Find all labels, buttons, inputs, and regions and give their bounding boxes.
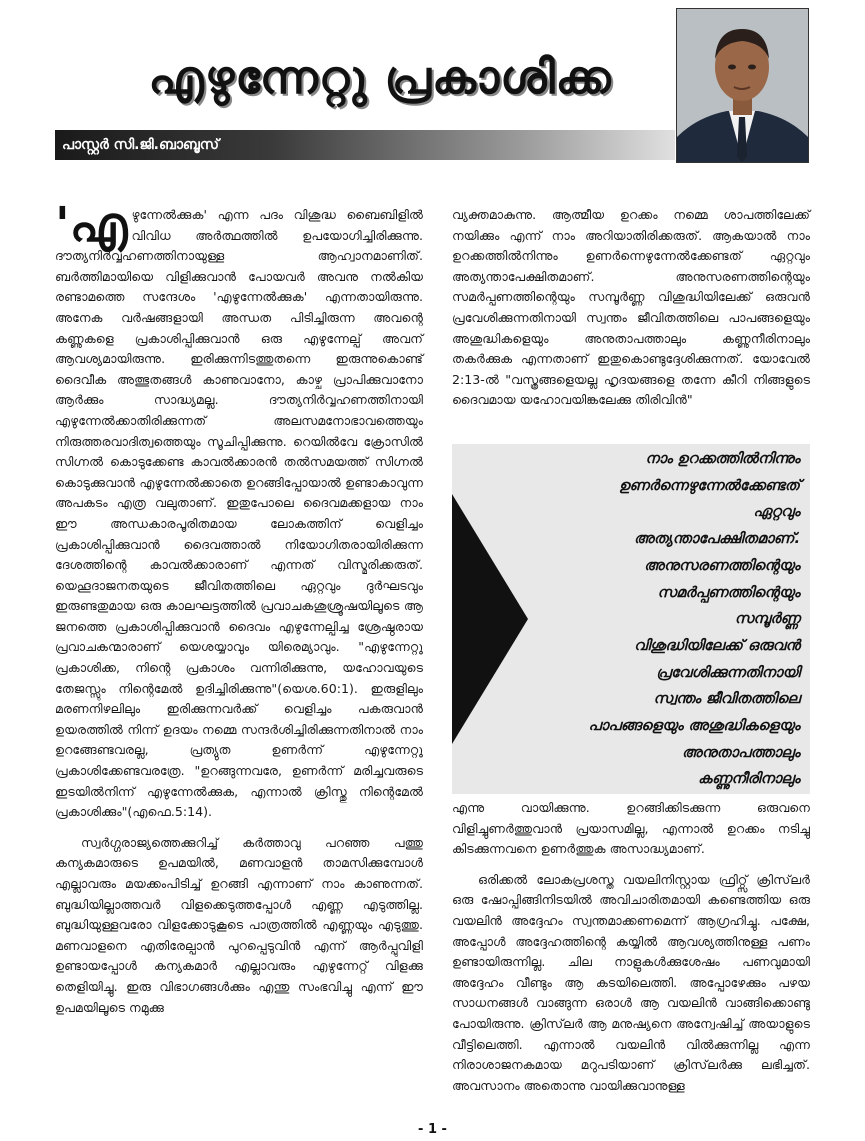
- pull-quote-line: [544, 793, 800, 794]
- pull-quote-line: അത്യന്താപേക്ഷിതമാണ്.: [634, 530, 800, 548]
- author-portrait-image: [677, 9, 808, 162]
- paragraph-right-3: ഒരിക്കൽ ലോകപ്രശസ്ത വയലിനിസ്റ്റായ ഫ്രിറ്റ്സ് ക്രിസ്‌ലർ ഒരു ഷോപ്പിങ്ങിനിടയിൽ അവിചാരിതമായി കണ്ടെത്തിയ ഒരു വയലിൻ അദ്ദേഹം സ്വന്തമാക്കണമെന്ന് ആഗ്രഹിച്ചു. പക്ഷേ, അപ്പോൾ അദ്ദേഹത്തിന്റെ കയ്യിൽ ആവശ്യത്തിനുള്ള പണം ഉണ്ടായിരുന്നില്ല. ചില നാളുകൾക്കുശേഷം പണവുമായി അദ്ദേഹം വീണ്ടും ആ കടയിലെത്തി. അപ്പോഴേക്കും പഴയ സാധനങ്ങൾ വാങ്ങുന്ന ഒരാൾ ആ വയലിൻ വാങ്ങിക്കൊണ്ടു പോയിരുന്നു. ക്രിസ്‌ലർ ആ മനുഷ്യനെ അന്വേഷിച്ച് അയാളുടെ വീട്ടിലെത്തി. എന്നാൽ വയലിൻ വിൽക്കുന്നില്ല എന്ന നിരാശാജനകമായ മറുപടിയാണ് ക്രിസ്‌ലർക്കു ലഭിച്ചത്. അവസാനം അതൊന്നു വായിക്കുവാനുള്ള: [452, 871, 810, 1093]
- right-column-lower: [452, 798, 810, 1106]
- pull-quote-line: അനുതാപത്താലും: [681, 743, 800, 761]
- pull-quote-line: സമ്പൂർണ്ണ: [734, 610, 800, 628]
- left-column: [55, 197, 423, 1028]
- right-column: [452, 205, 810, 421]
- pull-quote-line: നാം ഉറക്കത്തിൽനിന്നും: [645, 450, 800, 467]
- pull-quote-box: [452, 444, 810, 794]
- author-byline: പാസ്റ്റർ സി.ജി.ബാബൂസ്: [62, 137, 219, 153]
- article-title: എഴുന്നേറ്റു പ്രകാശിക്ക: [148, 50, 612, 104]
- pull-quote-line: വിശുദ്ധിയിലേക്ക് ഒരുവൻ: [634, 636, 800, 654]
- pull-quote-line: ഏറ്റവും: [753, 503, 800, 521]
- pull-quote-line: അനുസരണത്തിന്റെയും: [644, 556, 800, 574]
- paragraph-1: ഴുന്നേൽക്കുക' എന്ന പദം വിശുദ്ധ ബൈബിളിൽ വിവിധ അർത്ഥത്തിൽ ഉപയോഗിച്ചിരിക്കുന്നു. ദൗത്യനിർവ്വഹണത്തിനായുള്ള ആഹ്വാനമാണിത്. ബർത്തിമായിയെ വിളിക്കുവാൻ പോയവർ അവനു നൽകിയ രണ്ടാമത്തെ സന്ദേശം 'എഴുന്നേൽക്കുക' എന്നതായിരുന്നു. അനേക വർഷങ്ങളായി അന്ധത പിടിച്ചിരുന്ന അവന്റെ കണ്ണുകളെ പ്രകാശിപ്പിക്കുവാൻ ഒരു എഴുന്നേല്പ് അവന് ആവശ്യമായിരുന്നു. ഇരിക്കുന്നിടത്തുതന്നെ ഇരുന്നുകൊണ്ട് ദൈവീക അത്ഭുതങ്ങൾ കാണുവാനോ, കാഴ്ച പ്രാപിക്കുവാനോ ആർക്കും സാദ്ധ്യമല്ല. ദൗത്യനിർവ്വഹണത്തിനായി എഴുന്നേൽക്കാതിരിക്കുന്നത് അലസമനോഭാവത്തെയും നിരുത്തരവാദിത്വത്തെയും സൂചിപ്പിക്കുന്നു. റെയിൽവേ ക്രോസിൽ സിഗ്നൽ കൊടുക്കേണ്ട കാവൽക്കാരൻ തൽസമയത്ത് സിഗ്നൽ കൊടുക്കുവാൻ എഴുന്നേൽക്കാതെ ഉറങ്ങിപ്പോയാൽ ഉണ്ടാകാവുന്ന അപകടം എത്ര വലുതാണ്. ഇതുപോലെ ദൈവമക്കളായ നാം ഈ അന്ധകാരപൂരിതമായ ലോകത്തിന് വെളിച്ചം പ്രകാശിപ്പിക്കുവാൻ ദൈവത്താൽ നിയോഗിതരായിരിക്കുന്ന ദേശത്തിന്റെ കാവൽക്കാരാണ് എന്നത് വിസ്മരിക്കരുത്. യെഹൂദാജനതയുടെ ജീവിതത്തിലെ ഏറ്റവും ദുർഘടവും ഇരുണ്ടതുമായ ഒരു കാലഘട്ടത്തിൽ പ്രവാചകശുശ്രൂഷയിലൂടെ ആ ജനത്തെ പ്രകാശിപ്പിക്കുവാൻ ദൈവം എഴുന്നേല്പിച്ച ശ്രേഷ്ഠരായ പ്രവാചകന്മാരാണ് യെശയ്യാവും യിരെമ്യാവും. "എഴുന്നേറ്റു പ്രകാശിക്ക, നിന്റെ പ്രകാശം വന്നിരിക്കുന്നു, യഹോവയുടെ തേജസ്സും നിന്റെമേൽ ഉദിച്ചിരിക്കുന്നു"(യെശ.60:1). ഇരുളിലും മരണനിഴലിലും ഇരിക്കുന്നവർക്ക് വെളിച്ചം പകരുവാൻ ഉയരത്തിൽ നിന്ന് ഉദയം നമ്മെ സന്ദർശിച്ചിരിക്കുന്നതിനാൽ നാം ഉറങ്ങേണ്ടവരല്ല, പ്രത്യുത ഉണർന്ന് എഴുന്നേറ്റു പ്രകാശിക്കേണ്ടവരത്രേ. "ഉറങ്ങുന്നവരേ, ഉണർന്ന് മരിച്ചവരുടെ ഇടയിൽനിന്ന് എഴുന്നേൽക്കുക, എന്നാൽ ക്രിസ്തു നിന്റെമേൽ പ്രകാശിക്കും"(എഫെ.5:14).: [55, 207, 423, 820]
- paragraph-right-1: വ്യക്തമാകുന്നു. ആത്മീയ ഉറക്കം നമ്മെ ശാപത്തിലേക്ക് നയിക്കും എന്ന് നാം അറിയാതിരിക്കരുത്. ആകയാൽ നാം ഉറക്കത്തിൽനിന്നും ഉണർന്നെഴുന്നേൽക്കേണ്ടത് ഏറ്റവും അത്യന്താപേക്ഷിതമാണ്. അനുസരണത്തിന്റെയും സമർപ്പണത്തിന്റെയും സമ്പൂർണ്ണ വിശുദ്ധിയിലേക്ക് ഒരുവൻ പ്രവേശിക്കുന്നതിനായി സ്വന്തം ജീവിതത്തിലെ പാപങ്ങളെയും അശുദ്ധികളെയും അനുതാപത്താലും കണ്ണുനീരിനാലും തകർക്കുക എന്നതാണ് ഇതുകൊണ്ടുദ്ദേശിക്കുന്നത്. യോവേൽ 2:13-ൽ "വസ്ത്രങ്ങളെയല്ല ഹൃദയങ്ങളെ തന്നേ കീറി നിങ്ങളുടെ ദൈവമായ യഹോവയിങ്കലേക്കു തിരിവിൻ": [452, 207, 810, 408]
- paragraph-2: സ്വർഗ്ഗരാജ്യത്തെക്കുറിച്ച് കർത്താവു പറഞ്ഞ പത്തു കന്യകമാരുടെ ഉപമയിൽ, മണവാളൻ താമസിക്കുമ്പോൾ എല്ലാവരും മയക്കംപിടിച്ച് ഉറങ്ങി എന്നാണ് നാം കാണുന്നത്. ബുദ്ധിയില്ലാത്തവർ വിളക്കെടുത്തപ്പോൾ എണ്ണ എടുത്തില്ല. ബുദ്ധിയുള്ളവരോ വിളക്കോടുകൂടെ പാത്രത്തിൽ എണ്ണയും എടുത്തു. മണവാളനെ എതിരേല്പാൻ പുറപ്പെടുവിൻ എന്ന് ആർപ്പുവിളി ഉണ്ടായപ്പോൾ കന്യകമാർ എല്ലാവരും എഴുന്നേറ്റ് വിളക്കു തെളിയിച്ചു. ഇരു വിഭാഗങ്ങൾക്കും എന്തു സംഭവിച്ചു എന്ന് ഈ ഉപമയിലൂടെ നമുക്കു: [55, 834, 423, 1015]
- pull-quote-line: സമർപ്പണത്തിന്റെയും: [657, 583, 800, 601]
- pull-quote-line: പാപങ്ങളെയും അശുദ്ധികളെയും: [588, 717, 800, 735]
- pull-quote-line: സ്വന്തം ജീവിതത്തിലെ: [653, 690, 800, 708]
- paragraph-right-2: എന്നു വായിക്കുന്നു. ഉറങ്ങിക്കിടക്കുന്ന ഒരുവനെ വിളിച്ചുണർത്തുവാൻ പ്രയാസമില്ല, എന്നാൽ ഉറക്കം നടിച്ചു കിടക്കുന്നവനെ ഉണർത്തുക അസാദ്ധ്യമാണ്.: [452, 800, 810, 857]
- page-number: - 1 -: [418, 1122, 447, 1137]
- pull-quote: [544, 446, 800, 794]
- pull-quote-line: പ്രവേശിക്കുന്നതിനായി: [656, 663, 800, 681]
- pull-quote-line: കണ്ണുനീരിനാലും: [698, 770, 800, 788]
- quote-triangle-decoration: [452, 494, 528, 744]
- author-photo: [676, 8, 809, 163]
- drop-cap: 'എ: [55, 197, 128, 253]
- pull-quote-line: ഉണർന്നെഴുന്നേൽക്കേണ്ടത്: [619, 476, 800, 494]
